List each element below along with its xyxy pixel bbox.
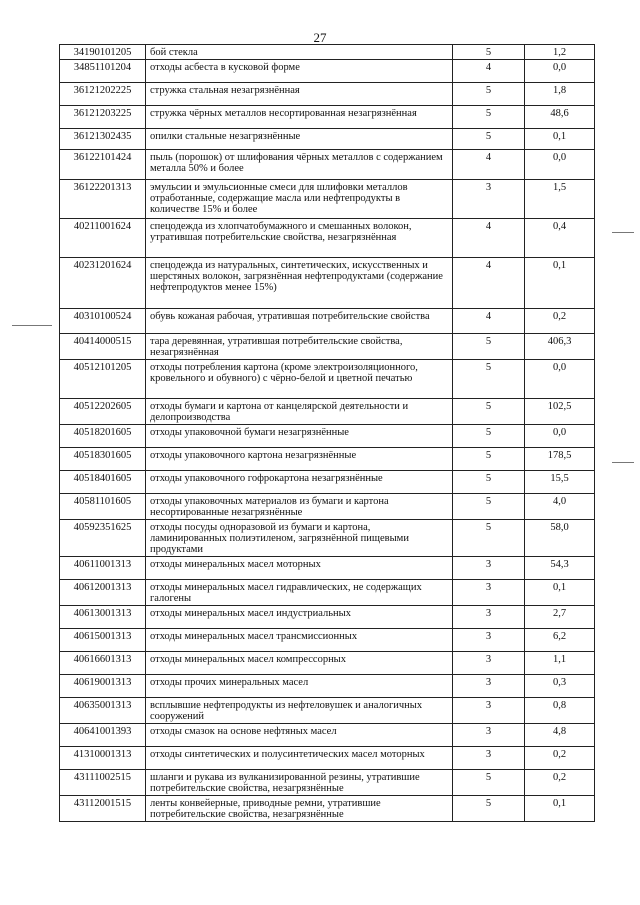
table-row [60, 219, 595, 258]
amount-cell: 178,5 [525, 448, 595, 471]
table-row [60, 334, 595, 360]
waste-name-cell: отходы упаковочного картона незагрязнённые [146, 448, 453, 471]
waste-code-cell: 40613001313 [60, 606, 146, 629]
waste-name-cell: бой стекла [146, 45, 453, 60]
waste-code-cell: 40414000515 [60, 334, 146, 360]
amount-cell: 6,2 [525, 629, 595, 652]
waste-name-cell: шланги и рукава из вулканизированной резины, утратившие потребительские свойства, незагрязнённые [146, 770, 453, 796]
amount-cell: 0,2 [525, 309, 595, 334]
amount-cell: 54,3 [525, 557, 595, 580]
hazard-class-cell: 5 [453, 45, 525, 60]
waste-name-cell: тара деревянная, утратившая потребительские свойства, незагрязнённая [146, 334, 453, 360]
hazard-class-cell: 3 [453, 724, 525, 747]
table-row [60, 580, 595, 606]
waste-table-body [60, 45, 595, 822]
hazard-class-cell: 5 [453, 106, 525, 129]
waste-name-cell: ленты конвейерные, приводные ремни, утратившие потребительские свойства, незагрязнённые [146, 796, 453, 822]
amount-cell: 1,1 [525, 652, 595, 675]
amount-cell: 0,0 [525, 425, 595, 448]
waste-name-cell: отходы посуды одноразовой из бумаги и картона, ламинированных полиэтиленом, загрязнённой пищевыми продуктами [146, 520, 453, 557]
table-row [60, 258, 595, 309]
amount-cell: 0,1 [525, 580, 595, 606]
waste-code-cell: 40518201605 [60, 425, 146, 448]
hazard-class-cell: 5 [453, 494, 525, 520]
table-row [60, 796, 595, 822]
hazard-class-cell: 4 [453, 219, 525, 258]
waste-name-cell: отходы синтетических и полусинтетических масел моторных [146, 747, 453, 770]
left-margin-mark [12, 325, 52, 326]
table-row [60, 557, 595, 580]
hazard-class-cell: 3 [453, 747, 525, 770]
waste-name-cell: отходы минеральных масел индустриальных [146, 606, 453, 629]
hazard-class-cell: 5 [453, 520, 525, 557]
waste-name-cell: опилки стальные незагрязнённые [146, 129, 453, 150]
waste-name-cell: отходы минеральных масел компрессорных [146, 652, 453, 675]
waste-name-cell: отходы асбеста в кусковой форме [146, 60, 453, 83]
hazard-class-cell: 3 [453, 606, 525, 629]
amount-cell: 1,5 [525, 180, 595, 219]
hazard-class-cell: 4 [453, 309, 525, 334]
table-row [60, 106, 595, 129]
amount-cell: 0,0 [525, 150, 595, 180]
amount-cell: 0,4 [525, 219, 595, 258]
waste-name-cell: отходы минеральных масел моторных [146, 557, 453, 580]
amount-cell: 0,1 [525, 258, 595, 309]
table-row [60, 675, 595, 698]
table-row [60, 83, 595, 106]
hazard-class-cell: 5 [453, 471, 525, 494]
table-row [60, 399, 595, 425]
hazard-class-cell: 5 [453, 360, 525, 399]
table-row [60, 471, 595, 494]
waste-code-cell: 40512101205 [60, 360, 146, 399]
hazard-class-cell: 5 [453, 796, 525, 822]
table-row [60, 60, 595, 83]
waste-code-cell: 40310100524 [60, 309, 146, 334]
hazard-class-cell: 3 [453, 580, 525, 606]
amount-cell: 102,5 [525, 399, 595, 425]
waste-name-cell: отходы упаковочных материалов из бумаги и картона несортированные незагрязнённые [146, 494, 453, 520]
waste-code-cell: 34190101205 [60, 45, 146, 60]
waste-code-cell: 43111002515 [60, 770, 146, 796]
hazard-class-cell: 4 [453, 258, 525, 309]
hazard-class-cell: 5 [453, 129, 525, 150]
waste-name-cell: пыль (порошок) от шлифования чёрных металлов с содержанием металла 50% и более [146, 150, 453, 180]
amount-cell: 406,3 [525, 334, 595, 360]
waste-code-cell: 40616601313 [60, 652, 146, 675]
waste-name-cell: отходы бумаги и картона от канцелярской деятельности и делопроизводства [146, 399, 453, 425]
waste-name-cell: всплывшие нефтепродукты из нефтеловушек и аналогичных сооружений [146, 698, 453, 724]
table-row [60, 150, 595, 180]
hazard-class-cell: 5 [453, 399, 525, 425]
hazard-class-cell: 5 [453, 425, 525, 448]
right-margin-mark [612, 232, 634, 233]
waste-code-cell: 40635001313 [60, 698, 146, 724]
amount-cell: 0,1 [525, 129, 595, 150]
table-row [60, 129, 595, 150]
waste-code-cell: 40211001624 [60, 219, 146, 258]
waste-name-cell: стружка чёрных металлов несортированная незагрязнённая [146, 106, 453, 129]
waste-code-cell: 40518401605 [60, 471, 146, 494]
waste-table [59, 44, 595, 822]
waste-code-cell: 40518301605 [60, 448, 146, 471]
amount-cell: 4,0 [525, 494, 595, 520]
waste-code-cell: 40611001313 [60, 557, 146, 580]
waste-code-cell: 34851101204 [60, 60, 146, 83]
amount-cell: 0,1 [525, 796, 595, 822]
amount-cell: 0,2 [525, 747, 595, 770]
amount-cell: 2,7 [525, 606, 595, 629]
waste-name-cell: отходы упаковочной бумаги незагрязнённые [146, 425, 453, 448]
waste-name-cell: спецодежда из натуральных, синтетических, искусственных и шерстяных волокон, загрязнённая нефтепродуктами (содержание нефтепродуктов менее 15%) [146, 258, 453, 309]
table-row [60, 747, 595, 770]
waste-code-cell: 43112001515 [60, 796, 146, 822]
table-row [60, 520, 595, 557]
table-row [60, 180, 595, 219]
waste-code-cell: 36122201313 [60, 180, 146, 219]
hazard-class-cell: 3 [453, 698, 525, 724]
page-number: 27 [313, 30, 327, 45]
waste-name-cell: отходы минеральных масел гидравлических, не содержащих галогены [146, 580, 453, 606]
hazard-class-cell: 5 [453, 334, 525, 360]
waste-code-cell: 40512202605 [60, 399, 146, 425]
waste-name-cell: отходы минеральных масел трансмиссионных [146, 629, 453, 652]
hazard-class-cell: 5 [453, 770, 525, 796]
waste-name-cell: эмульсии и эмульсионные смеси для шлифовки металлов отработанные, содержащие масла или нефтепродукты в количестве 15% и более [146, 180, 453, 219]
hazard-class-cell: 3 [453, 557, 525, 580]
waste-name-cell: отходы потребления картона (кроме электроизоляционного, кровельного и обувного) с чёрно-белой и цветной печатью [146, 360, 453, 399]
table-row [60, 770, 595, 796]
amount-cell: 48,6 [525, 106, 595, 129]
waste-code-cell: 36121202225 [60, 83, 146, 106]
amount-cell: 58,0 [525, 520, 595, 557]
amount-cell: 0,3 [525, 675, 595, 698]
hazard-class-cell: 4 [453, 150, 525, 180]
waste-code-cell: 40619001313 [60, 675, 146, 698]
right-margin-mark [612, 462, 634, 463]
amount-cell: 0,0 [525, 60, 595, 83]
waste-code-cell: 36122101424 [60, 150, 146, 180]
hazard-class-cell: 4 [453, 60, 525, 83]
hazard-class-cell: 3 [453, 675, 525, 698]
table-row [60, 698, 595, 724]
waste-code-cell: 40641001393 [60, 724, 146, 747]
table-row [60, 606, 595, 629]
waste-code-cell: 40615001313 [60, 629, 146, 652]
hazard-class-cell: 3 [453, 652, 525, 675]
table-row [60, 629, 595, 652]
amount-cell: 0,8 [525, 698, 595, 724]
table-row [60, 652, 595, 675]
waste-code-cell: 36121203225 [60, 106, 146, 129]
amount-cell: 4,8 [525, 724, 595, 747]
waste-code-cell: 40231201624 [60, 258, 146, 309]
table-row [60, 425, 595, 448]
waste-name-cell: отходы смазок на основе нефтяных масел [146, 724, 453, 747]
hazard-class-cell: 5 [453, 448, 525, 471]
waste-name-cell: спецодежда из хлопчатобумажного и смешанных волокон, утратившая потребительские свойства, незагрязнённая [146, 219, 453, 258]
waste-code-cell: 41310001313 [60, 747, 146, 770]
table-row [60, 360, 595, 399]
table-row [60, 309, 595, 334]
table-row [60, 724, 595, 747]
table-row [60, 448, 595, 471]
table-row [60, 45, 595, 60]
amount-cell: 0,0 [525, 360, 595, 399]
amount-cell: 1,8 [525, 83, 595, 106]
waste-name-cell: отходы упаковочного гофрокартона незагрязнённые [146, 471, 453, 494]
waste-name-cell: отходы прочих минеральных масел [146, 675, 453, 698]
amount-cell: 0,2 [525, 770, 595, 796]
hazard-class-cell: 5 [453, 83, 525, 106]
amount-cell: 15,5 [525, 471, 595, 494]
waste-code-cell: 40612001313 [60, 580, 146, 606]
table-row [60, 494, 595, 520]
hazard-class-cell: 3 [453, 180, 525, 219]
hazard-class-cell: 3 [453, 629, 525, 652]
waste-code-cell: 40581101605 [60, 494, 146, 520]
waste-code-cell: 40592351625 [60, 520, 146, 557]
amount-cell: 1,2 [525, 45, 595, 60]
waste-name-cell: обувь кожаная рабочая, утратившая потребительские свойства [146, 309, 453, 334]
waste-name-cell: стружка стальная незагрязнённая [146, 83, 453, 106]
waste-code-cell: 36121302435 [60, 129, 146, 150]
